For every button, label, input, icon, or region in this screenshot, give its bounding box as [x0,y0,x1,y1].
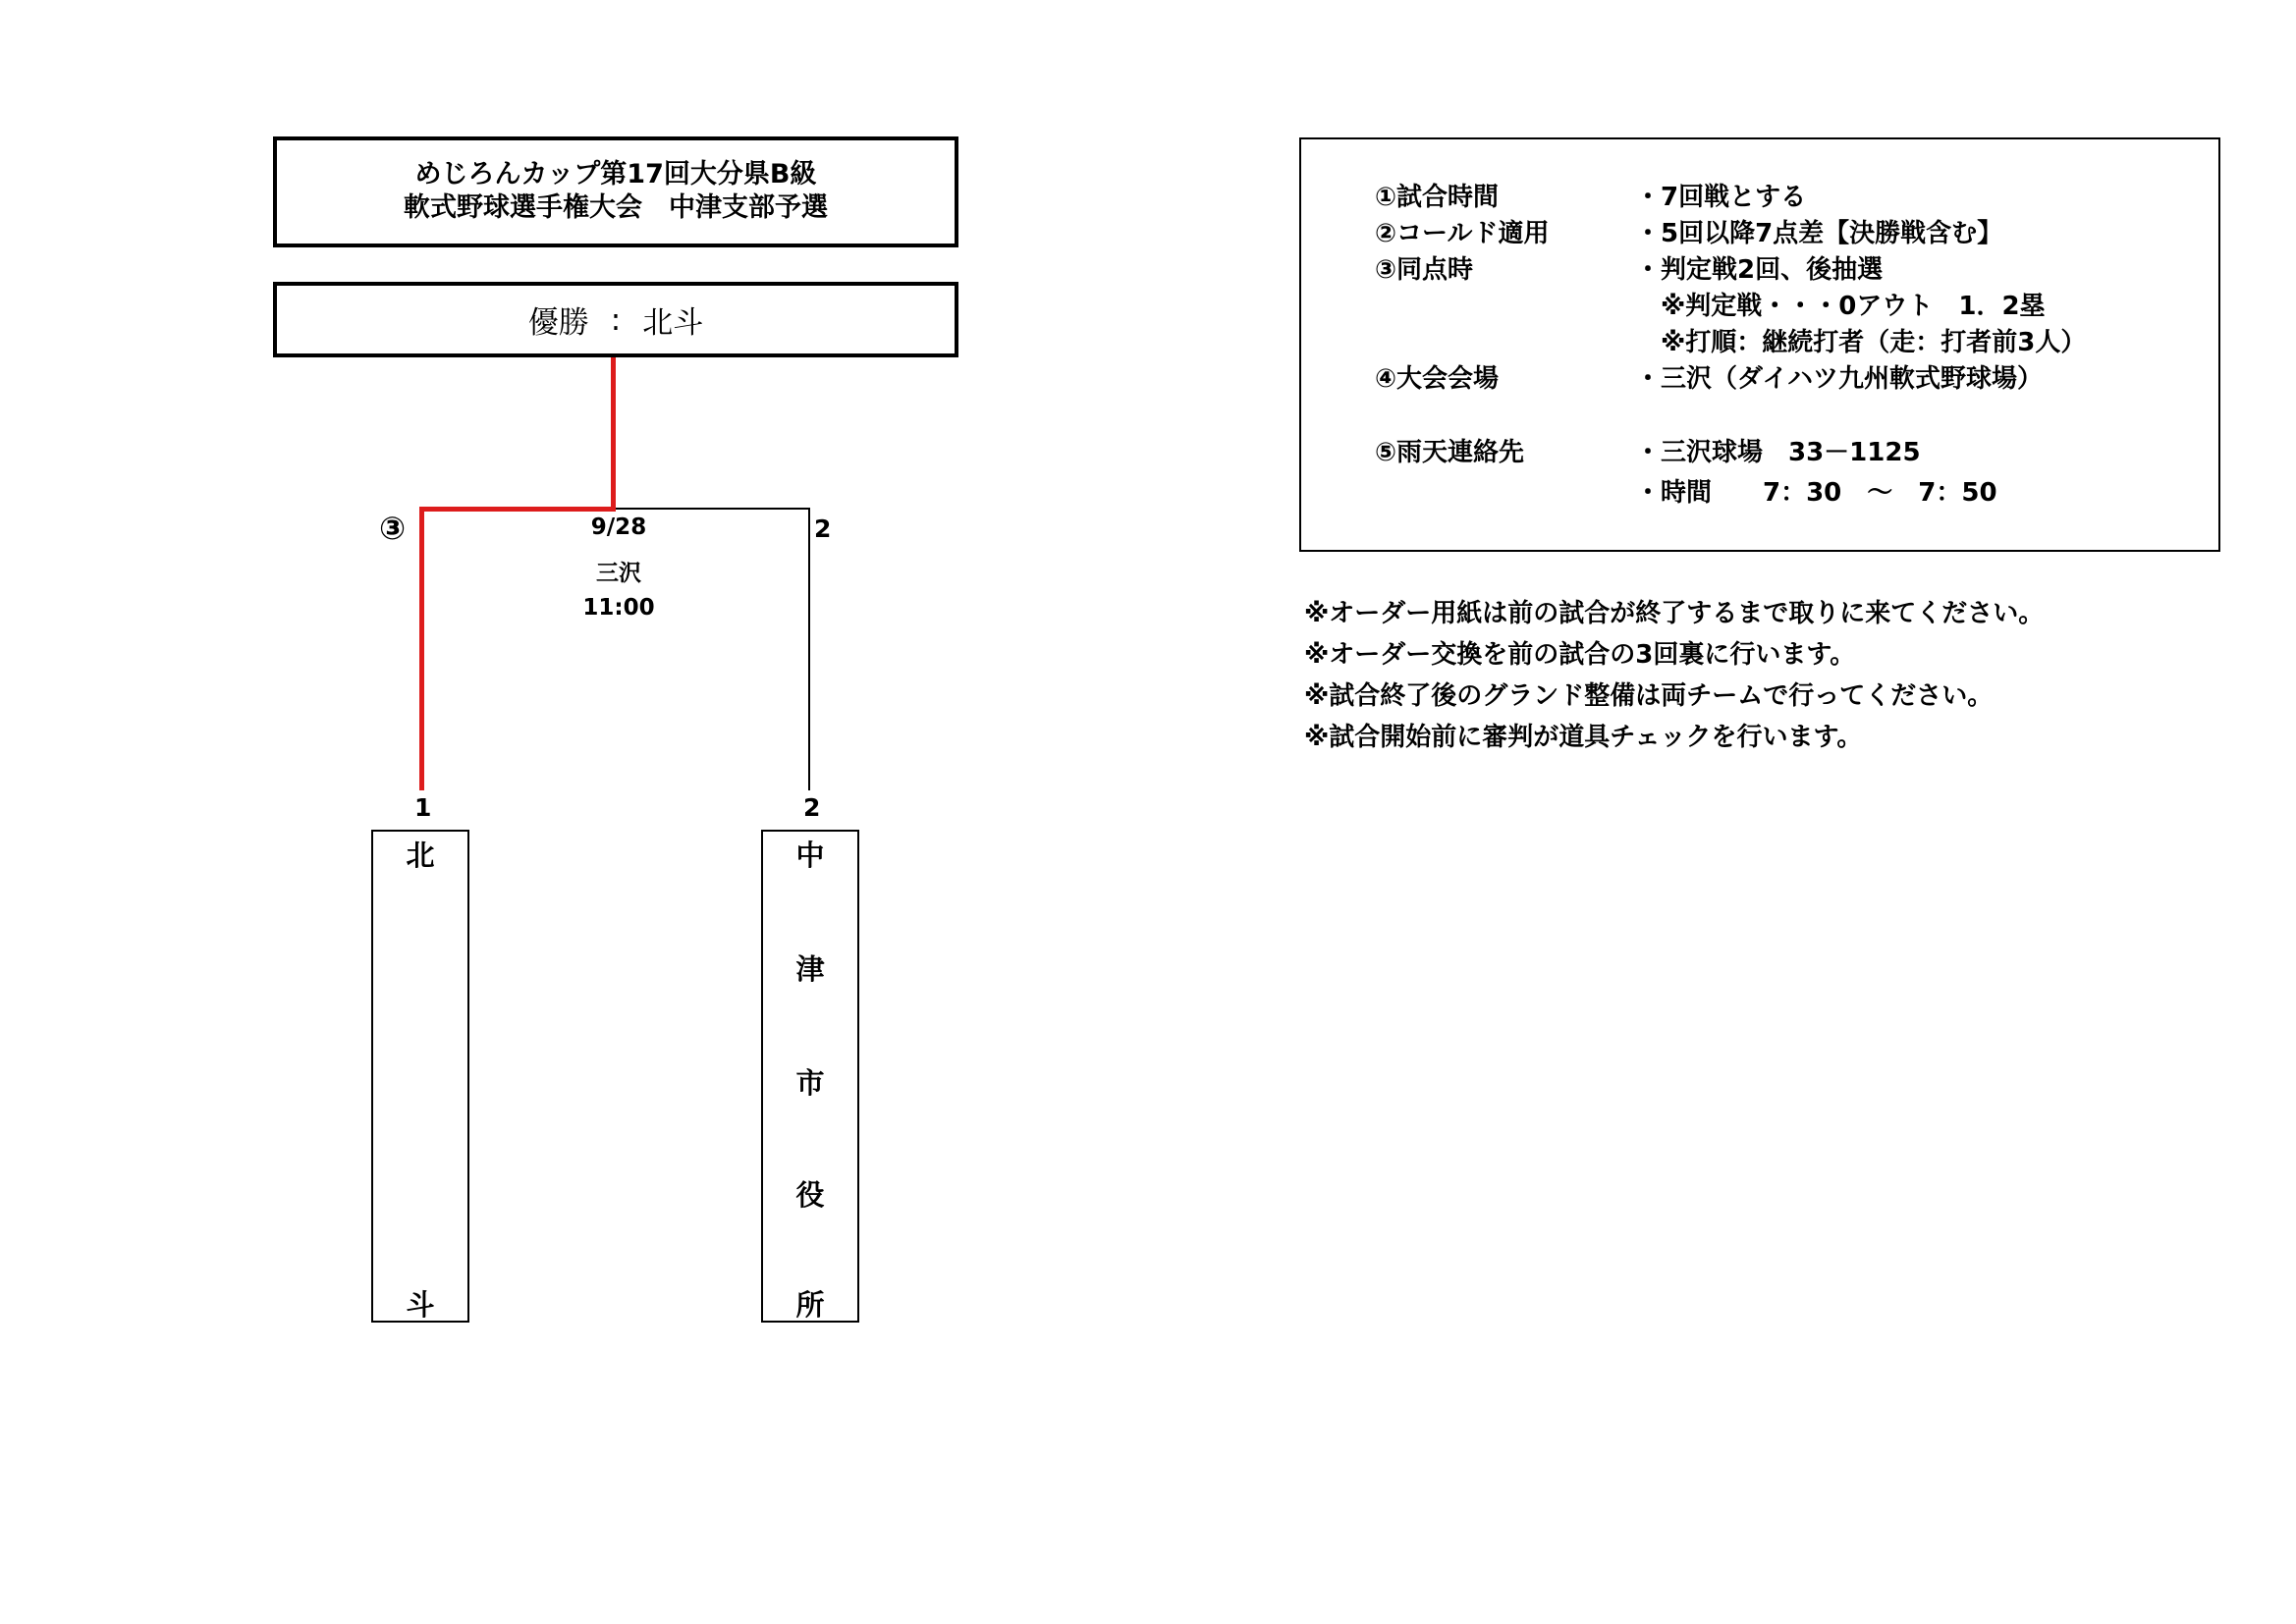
team-char: 役 [795,1178,825,1212]
rule-value: ・三沢（ダイハツ九州軟式野球場） [1635,364,2043,394]
tournament-title [273,136,958,247]
rules-box [1299,137,2220,552]
match-venue: 三沢 [596,561,641,586]
note-line: ※試合終了後のグランド整備は両チームで行ってください。 [1304,681,1994,711]
team-seed: 2 [803,793,821,822]
rule-key: ①試合時間 [1375,183,1500,212]
note-line: ※試合開始前に審判が道具チェックを行います。 [1304,723,1863,752]
rule-value: ・5回以降7点差【決勝戦含む】 [1635,219,2003,248]
team-char: 北 [406,839,435,872]
rule-key: ⑤雨天連絡先 [1375,438,1525,467]
match-number: ③ [379,510,407,547]
team-char: 中 [795,839,825,872]
title-line-2: 軟式野球選手権大会 中津支部予選 [404,192,828,223]
team-char: 所 [795,1288,825,1322]
rule-value: ※打順：継続打者（走：打者前3人） [1635,328,2087,357]
team-box-hokuto [371,830,469,1323]
note-line: ※オーダー用紙は前の試合が終了するまで取りに来てください。 [1304,599,2045,628]
bracket-left-vertical-line [419,507,424,790]
right-seed-label: 2 [814,514,832,543]
bracket-top-left-line [419,507,616,512]
match-date: 9/28 [590,514,647,540]
title-line-1: めじろんカップ第17回大分県B級 [414,159,817,189]
winner-label: 優勝 [527,305,589,341]
winner-name: 北斗 [642,305,704,341]
note-line: ※オーダー交換を前の試合の3回裏に行います。 [1304,640,1856,670]
match-time: 11:00 [582,595,655,621]
team-seed: 1 [414,793,432,822]
rule-value: ※判定戦・・・0アウト 1．2塁 [1635,292,2046,321]
rule-key: ③同点時 [1375,255,1474,285]
bracket-top-right-line [616,508,810,510]
rule-value: ・三沢球場 33－1125 [1635,438,1921,467]
winner-separator: : [610,301,622,338]
team-box-nakatsu-city-hall [761,830,859,1323]
rule-value: ・判定戦2回、後抽選 [1635,255,1884,285]
bracket-right-vertical-line [808,508,810,790]
rule-key: ④大会会場 [1375,364,1500,394]
team-char: 市 [795,1066,825,1100]
winner-banner [273,282,958,357]
team-char: 津 [795,952,825,986]
rule-key: ②コールド適用 [1375,219,1550,248]
rule-value: ・7回戦とする [1635,183,1807,212]
team-char: 斗 [406,1288,435,1322]
bracket-winner-line [611,357,616,511]
rule-value: ・時間 7：30 ～ 7：50 [1635,478,1997,508]
